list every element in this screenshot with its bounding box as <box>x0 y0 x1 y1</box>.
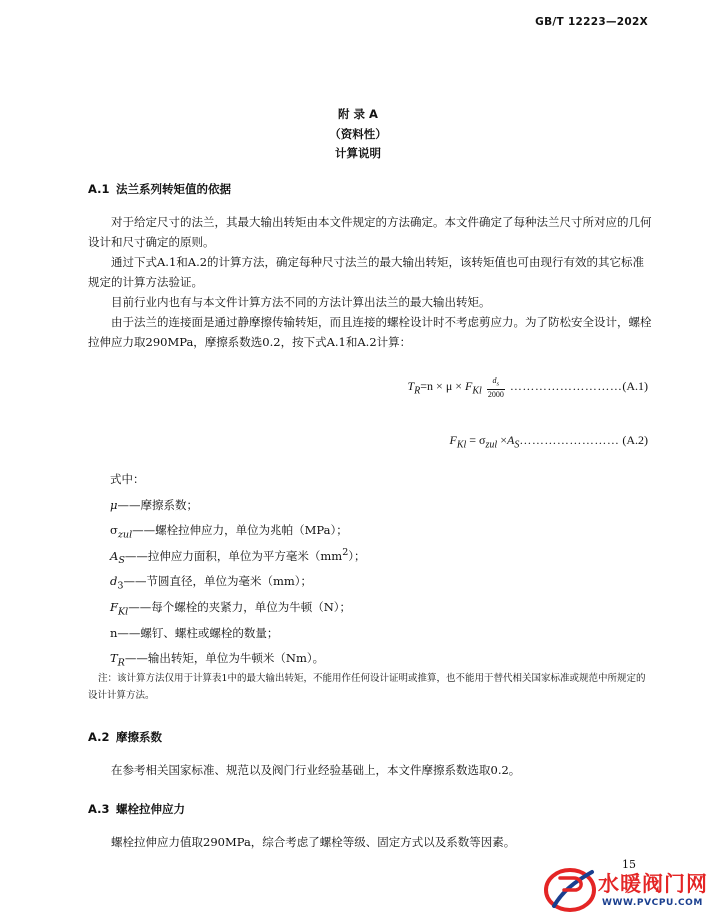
definition-text: ——拉伸应力面积，单位为平方毫米（mm <box>124 548 343 563</box>
formula-a2-f: F <box>449 433 457 447</box>
section-a1-paragraph-2: 通过下式A.1和A.2的计算方法，确定每种尺寸法兰的最大输出转矩，该转矩值也可由现行有效的其它标准规定的计算方法验证。 <box>88 255 645 289</box>
formula-a1-numerator: d <box>492 376 497 385</box>
definition-symbol: d <box>110 574 118 588</box>
formula-a1-denominator: 2000 <box>487 389 504 399</box>
definition-subscript: Kl <box>117 606 129 618</box>
formula-a2-times: × <box>497 433 507 447</box>
formula-a1-numerator-sub: s <box>496 380 500 388</box>
formula-a1-f-sub: Kl <box>472 385 482 397</box>
formula-a1-label: (A.1) <box>622 379 648 394</box>
section-a1-number: A.1 <box>88 182 110 196</box>
definitions-note: 注：该计算方法仅用于计算表1中的最大输出转矩，不能用作任何设计证明或推算，也不能用于替代相关国家标准或规范中所规定的设计计算方法。 <box>88 673 646 701</box>
section-a3-paragraph: 螺栓拉伸应力值取290MPa，综合考虑了螺栓等级、固定方式以及系数等因素。 <box>111 835 516 849</box>
section-a2-heading <box>88 729 162 745</box>
definition-fkl <box>110 599 351 617</box>
formula-a1 <box>407 376 648 399</box>
definition-symbol: A <box>110 548 119 563</box>
formula-a1-lhs: T <box>407 379 415 394</box>
section-a1-paragraph-1: 对于给定尺寸的法兰，其最大输出转矩由本文件规定的方法确定。本文件确定了每种法兰尺寸所对应的几何设计和尺寸确定的原则。 <box>88 215 652 249</box>
section-a3-title: 螺栓拉伸应力 <box>116 802 185 816</box>
appendix-title: 附 录 A <box>338 107 378 121</box>
definition-d3 <box>110 573 312 591</box>
formula-a2-label: (A.2) <box>619 433 648 447</box>
section-a1-heading <box>88 181 231 197</box>
page-number: 15 <box>622 858 636 871</box>
definition-text: ——螺栓拉伸应力，单位为兆帕（MPa）； <box>132 523 348 537</box>
definition-as <box>110 547 366 566</box>
definition-symbol: F <box>110 600 118 614</box>
formula-a2-a-sub: S <box>514 439 520 451</box>
formula-a2 <box>449 433 648 450</box>
formula-a2-a: A <box>506 433 515 447</box>
formula-a1-f: F <box>465 379 473 394</box>
section-a1-paragraph-4: 由于法兰的连接面是通过静摩擦传输转矩，而且连接的螺栓设计时不考虑剪应力。为了防松安全设计，螺栓拉伸应力取290MPa，摩擦系数选0.2，按下式A.1和A.2计算： <box>88 315 652 349</box>
formula-a2-sigma-sub: zul <box>485 439 498 451</box>
definition-symbol: σ <box>110 523 118 537</box>
definition-subscript: 3 <box>117 580 124 592</box>
definition-superscript: 2 <box>342 547 349 558</box>
appendix-subtitle: 计算说明 <box>335 146 381 160</box>
definition-subscript: S <box>118 555 125 567</box>
definition-subscript: zul <box>117 529 133 541</box>
watermark-site-name: 水暖阀门网 <box>598 872 708 896</box>
definition-n <box>110 625 278 641</box>
section-a3-heading <box>88 801 185 817</box>
definition-text-tail: ）； <box>348 548 366 563</box>
formula-a1-operator: =n × μ × <box>420 379 466 394</box>
definition-text: ——每个螺栓的夹紧力，单位为牛顿（N）； <box>128 600 352 614</box>
definition-tr <box>110 650 324 668</box>
appendix-nature: （资料性） <box>329 127 387 141</box>
definitions-intro: 式中： <box>110 472 145 486</box>
definition-symbol: n <box>110 626 118 640</box>
formula-a2-f-sub: Kl <box>456 439 467 451</box>
standard-number: GB/T 12223—202X <box>535 16 648 28</box>
section-a2-number: A.2 <box>88 730 110 744</box>
section-a1-title: 法兰系列转矩值的依据 <box>116 182 231 196</box>
definition-text: ——输出转矩，单位为牛顿米（Nm）。 <box>124 651 325 665</box>
definition-mu <box>110 497 198 513</box>
definition-symbol: T <box>110 651 118 665</box>
section-a1-paragraph-3: 目前行业内也有与本文件计算方法不同的方法计算出法兰的最大输出转矩。 <box>111 295 491 309</box>
formula-a1-leader: ……………………… <box>509 379 623 394</box>
watermark-logo-icon <box>540 862 600 916</box>
formula-a1-fraction <box>487 376 505 399</box>
definition-subscript: R <box>117 657 125 669</box>
definition-text: ——螺钉、螺柱或螺栓的数量； <box>117 626 279 640</box>
formula-a2-leader: …………………… <box>519 433 620 447</box>
definition-text: ——节圆直径，单位为毫米（mm）； <box>123 574 313 588</box>
section-a2-title: 摩擦系数 <box>116 730 162 744</box>
formula-a2-sigma: = σ <box>466 433 486 447</box>
section-a2-paragraph: 在参考相关国家标准、规范以及阀门行业经验基础上，本文件摩擦系数选取0.2。 <box>111 763 521 777</box>
formula-a1-lhs-sub: R <box>414 385 421 397</box>
section-a3-number: A.3 <box>88 802 110 816</box>
definition-symbol: μ <box>110 498 118 512</box>
watermark-site-url: WWW.PVCPU.COM <box>602 898 703 908</box>
definition-text: ——摩擦系数； <box>117 498 198 512</box>
definition-sigma <box>110 522 348 540</box>
